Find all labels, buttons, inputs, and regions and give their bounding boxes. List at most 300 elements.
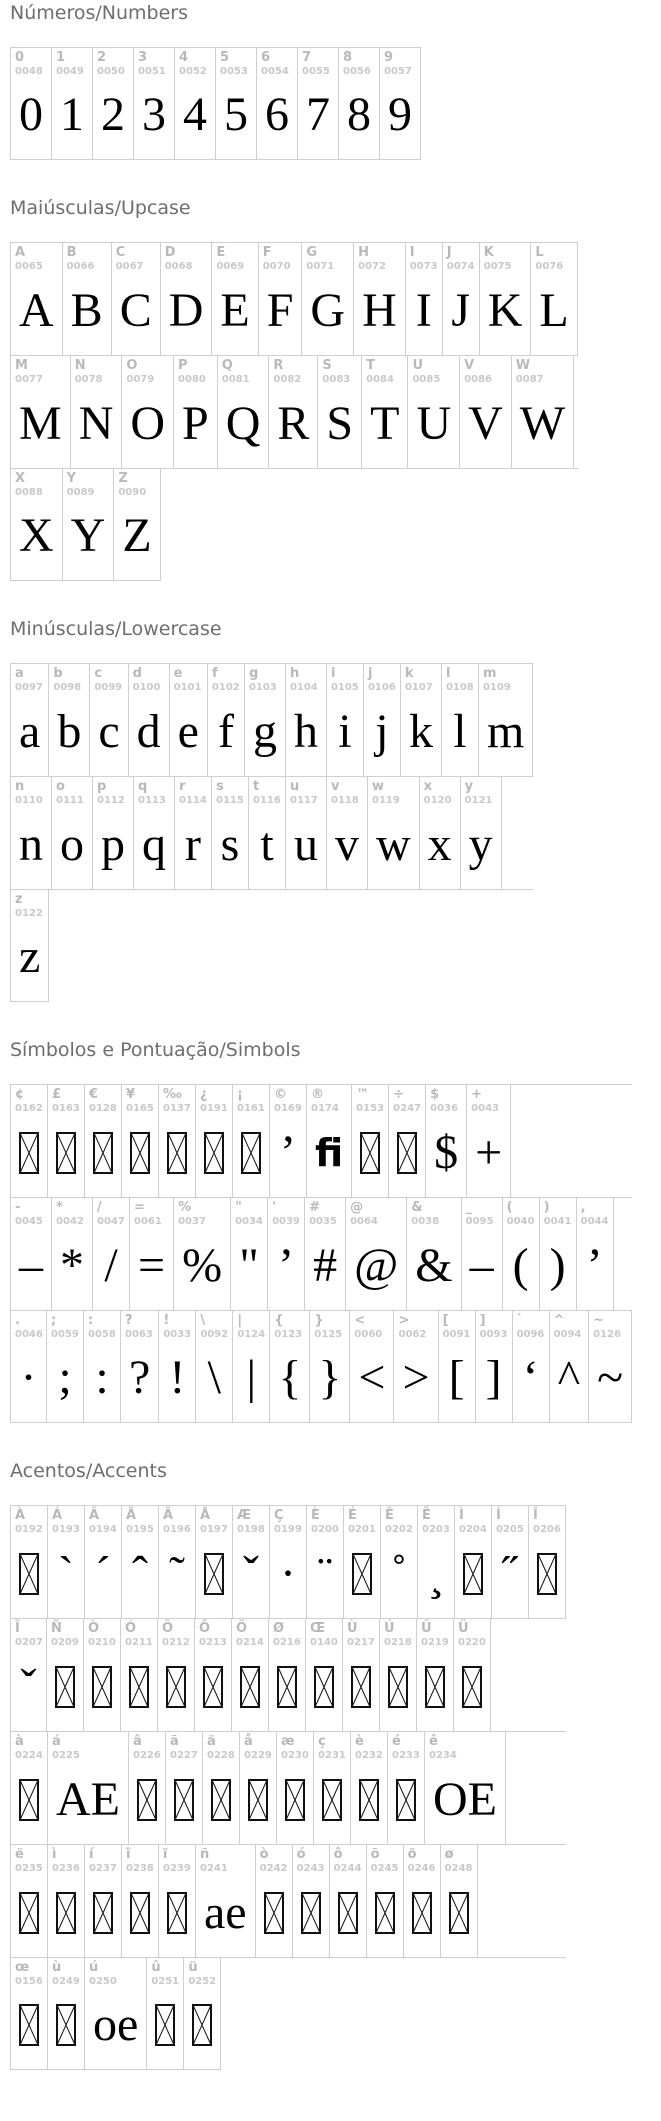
char-cell-header	[344, 1506, 380, 1535]
char-cell-header	[48, 1845, 84, 1874]
char-cell	[401, 664, 442, 776]
section-grid	[10, 663, 533, 1002]
char-code: 0242	[259, 1862, 288, 1874]
section-title: Símbolos e Pontuação/Simbols	[10, 1039, 301, 1061]
char-glyph	[11, 1535, 47, 1618]
char-row	[10, 1731, 566, 1844]
char-cell-header	[350, 1311, 393, 1340]
char-cell	[48, 1958, 85, 2070]
char-cell-header	[203, 1732, 239, 1761]
char-cell	[420, 777, 461, 889]
char-glyph	[380, 1648, 416, 1731]
char-cell	[286, 664, 327, 776]
char-glyph: \	[207, 1351, 221, 1405]
char-glyph: 3	[142, 88, 166, 142]
char-code: 0217	[347, 1636, 375, 1648]
missing-glyph-icon	[277, 1666, 297, 1708]
char-cell	[134, 48, 175, 160]
char-label: ‰	[163, 1087, 182, 1102]
char-glyph: S	[326, 396, 354, 450]
char-cell	[203, 1732, 240, 1844]
char-cell-header	[85, 1845, 121, 1874]
char-glyph	[196, 1114, 232, 1197]
char-cell-header	[425, 1732, 505, 1761]
char-code: 0239	[163, 1862, 191, 1874]
char-code: 0065	[15, 260, 43, 272]
char-glyph: W	[519, 396, 566, 450]
char-cell-header	[270, 1506, 306, 1535]
char-row	[10, 663, 533, 776]
char-code: 0094	[553, 1328, 582, 1340]
char-code: 0118	[331, 794, 359, 806]
char-label: =	[134, 1200, 145, 1215]
char-cell-header	[48, 1085, 84, 1114]
char-label: Y	[66, 471, 77, 486]
char-cell	[350, 1311, 394, 1423]
char-code: 0226	[132, 1749, 161, 1761]
missing-glyph-icon	[130, 1892, 150, 1934]
char-label: Ï	[15, 1621, 20, 1636]
char-glyph: `	[58, 1546, 74, 1600]
char-cell-header	[196, 1845, 255, 1874]
char-code: 0059	[51, 1328, 79, 1340]
char-cell	[380, 48, 421, 160]
char-code: 0038	[411, 1215, 440, 1227]
char-glyph: <	[358, 1351, 386, 1405]
char-glyph	[306, 1648, 342, 1731]
char-cell	[389, 1085, 426, 1197]
char-glyph	[122, 1874, 158, 1957]
char-code: 0060	[354, 1328, 383, 1340]
char-label: 5	[220, 50, 230, 65]
char-cell-header	[540, 1198, 576, 1227]
char-cell	[10, 890, 49, 1002]
char-code: 0068	[164, 260, 193, 272]
char-code: 0137	[163, 1102, 191, 1114]
char-cell	[93, 48, 134, 160]
char-cell-header	[467, 1085, 510, 1114]
char-glyph: }	[318, 1351, 342, 1405]
char-glyph: v	[335, 817, 359, 871]
char-cell	[10, 1958, 48, 2070]
char-code: 0211	[125, 1636, 153, 1648]
missing-glyph-icon	[360, 1132, 380, 1174]
char-glyph: ¸	[428, 1546, 444, 1600]
char-row	[10, 889, 533, 1002]
char-label: á	[52, 1734, 61, 1749]
char-label: T	[366, 358, 375, 373]
char-code: 0153	[356, 1102, 385, 1114]
char-cell-header	[401, 664, 441, 693]
char-cell	[161, 243, 213, 355]
char-code: 0162	[15, 1102, 43, 1114]
char-cell	[129, 1732, 166, 1844]
char-code: 0203	[422, 1523, 450, 1535]
char-glyph	[454, 1648, 490, 1731]
char-code: 0062	[398, 1328, 427, 1340]
char-cell-header	[327, 777, 367, 806]
char-cell	[212, 777, 249, 889]
char-label: ;	[51, 1313, 57, 1328]
char-cell	[85, 1085, 122, 1197]
char-cell	[346, 1198, 407, 1310]
char-cell-header	[406, 243, 442, 272]
char-glyph: ?	[129, 1351, 151, 1405]
char-label: 3	[138, 50, 148, 65]
char-label: `	[516, 1313, 524, 1328]
char-label: ~	[593, 1313, 604, 1328]
char-code: 0233	[391, 1749, 420, 1761]
char-code: 0036	[430, 1102, 459, 1114]
char-cell-header	[122, 1845, 158, 1874]
char-cell-header	[367, 1845, 403, 1874]
char-cell-header	[85, 1958, 146, 1987]
char-label: o	[56, 779, 65, 794]
char-cell-header	[11, 664, 48, 693]
char-glyph: L	[539, 283, 569, 337]
char-cell	[455, 1506, 492, 1618]
char-cell	[269, 1619, 306, 1731]
char-cell-header	[460, 356, 511, 385]
char-glyph	[455, 1535, 491, 1618]
char-cell-header	[302, 243, 353, 272]
char-code: 0037	[178, 1215, 206, 1227]
missing-glyph-icon	[248, 1779, 268, 1821]
char-label: Î	[533, 1508, 538, 1523]
char-cell-header	[354, 243, 405, 272]
char-code: 0201	[348, 1523, 376, 1535]
char-label: &	[411, 1200, 423, 1215]
char-label: ä	[206, 1734, 216, 1749]
char-code: 0236	[52, 1862, 80, 1874]
char-cell-header	[408, 356, 459, 385]
char-cell-header	[129, 664, 169, 693]
char-code: 0104	[289, 681, 318, 693]
char-cell	[380, 1619, 417, 1731]
char-label: ï	[163, 1847, 168, 1862]
missing-glyph-icon	[93, 1132, 113, 1174]
char-glyph: ^	[557, 1351, 581, 1405]
char-glyph: z	[19, 930, 41, 984]
char-cell-header	[11, 1198, 51, 1227]
char-glyph: F	[266, 283, 294, 337]
character-map	[10, 2, 651, 2070]
char-glyph	[11, 1761, 47, 1844]
char-code: 0097	[15, 681, 43, 693]
char-cell	[195, 1619, 232, 1731]
char-cell	[48, 1506, 85, 1618]
char-label: $	[430, 1087, 440, 1102]
char-label: 8	[343, 50, 353, 65]
char-code: 0096	[516, 1328, 545, 1340]
char-cell	[196, 1845, 256, 1957]
char-cell	[351, 1732, 388, 1844]
char-cell-header	[298, 48, 338, 77]
char-cell	[122, 1506, 159, 1618]
char-label: ®	[311, 1087, 324, 1102]
char-cell	[10, 777, 52, 889]
char-cell	[93, 777, 134, 889]
char-label: Œ	[310, 1621, 326, 1636]
char-code: 0049	[56, 65, 84, 77]
char-code: 0043	[471, 1102, 500, 1114]
char-glyph: (	[512, 1238, 529, 1292]
char-label: 2	[97, 50, 107, 65]
char-cell	[256, 1845, 293, 1957]
char-cell-header	[93, 48, 133, 77]
char-label: *	[56, 1200, 63, 1215]
char-cell-header	[184, 1958, 220, 1987]
char-label: v	[331, 779, 340, 794]
missing-glyph-icon	[425, 1666, 445, 1708]
char-cell	[216, 48, 257, 160]
char-cell	[343, 1619, 380, 1731]
char-glyph: –	[469, 1238, 494, 1292]
char-cell-header	[420, 777, 460, 806]
char-cell-header	[195, 1619, 231, 1648]
char-row	[10, 1957, 566, 2070]
char-code: 0121	[464, 794, 493, 806]
char-cell	[130, 1198, 174, 1310]
char-cell	[417, 1619, 454, 1731]
missing-glyph-icon	[192, 2004, 212, 2046]
char-glyph	[404, 1874, 440, 1957]
char-code: 0165	[126, 1102, 154, 1114]
char-glyph: AE	[56, 1772, 120, 1826]
char-cell	[231, 1198, 268, 1310]
char-code: 0103	[248, 681, 277, 693]
char-glyph: U	[416, 396, 452, 450]
char-label: ¿	[200, 1087, 208, 1102]
char-glyph	[441, 1874, 477, 1957]
char-label: M	[15, 358, 28, 373]
char-label: î	[126, 1847, 131, 1862]
missing-glyph-icon	[375, 1892, 395, 1934]
char-cell	[257, 48, 298, 160]
char-label: y	[464, 779, 474, 794]
char-label: S	[322, 358, 332, 373]
char-cell	[10, 48, 52, 160]
char-glyph	[48, 1874, 84, 1957]
char-cell-header	[245, 664, 285, 693]
char-code: 0244	[333, 1862, 362, 1874]
char-glyph: q	[142, 817, 166, 871]
char-label: a	[15, 666, 24, 681]
char-code: 0092	[200, 1328, 229, 1340]
char-cell-header	[52, 777, 92, 806]
char-glyph: 5	[224, 88, 248, 142]
char-label: "	[235, 1200, 242, 1215]
char-cell	[10, 469, 63, 581]
char-cell	[298, 48, 339, 160]
char-label: å	[243, 1734, 253, 1749]
char-cell	[407, 1198, 461, 1310]
char-cell-header	[233, 1085, 269, 1114]
char-label: b	[53, 666, 63, 681]
missing-glyph-icon	[352, 1553, 372, 1595]
char-code: 0169	[274, 1102, 302, 1114]
missing-glyph-icon	[462, 1666, 482, 1708]
char-glyph: V	[468, 396, 503, 450]
char-label: P	[178, 358, 188, 373]
missing-glyph-icon	[19, 2004, 39, 2046]
char-cell-header	[417, 1619, 453, 1648]
char-cell	[368, 777, 420, 889]
char-label: t	[253, 779, 260, 794]
char-code: 0192	[15, 1523, 43, 1535]
char-label: [	[442, 1313, 449, 1328]
char-code: 0228	[206, 1749, 235, 1761]
char-cell-header	[52, 48, 92, 77]
missing-glyph-icon	[240, 1666, 260, 1708]
char-label: V	[464, 358, 475, 373]
char-cell-header	[380, 48, 420, 77]
char-cell-header	[11, 1311, 46, 1340]
char-code: 0057	[384, 65, 412, 77]
char-code: 0058	[88, 1328, 116, 1340]
char-code: 0218	[384, 1636, 412, 1648]
char-glyph	[232, 1648, 268, 1731]
char-glyph: d	[136, 704, 161, 758]
char-code: 0054	[261, 65, 289, 77]
char-code: 0231	[317, 1749, 346, 1761]
char-glyph: ˚	[391, 1546, 407, 1600]
char-cell	[174, 356, 218, 468]
char-cell-header	[166, 1732, 202, 1761]
char-cell-header	[513, 1311, 549, 1340]
char-glyph	[158, 1648, 194, 1731]
char-label: (	[506, 1200, 513, 1215]
missing-glyph-icon	[203, 1666, 223, 1708]
char-cell	[10, 1311, 47, 1423]
char-cell	[48, 1845, 85, 1957]
char-cell	[159, 1845, 196, 1957]
char-cell	[85, 1845, 122, 1957]
missing-glyph-icon	[166, 1666, 186, 1708]
char-cell	[122, 1085, 159, 1197]
char-cell-header	[63, 469, 114, 498]
char-glyph	[196, 1535, 232, 1618]
char-cell	[259, 243, 303, 355]
char-label: 0	[15, 50, 25, 65]
char-label: .	[15, 1313, 20, 1328]
char-label: È	[311, 1508, 320, 1523]
char-code: 0053	[220, 65, 248, 77]
char-code: 0156	[15, 1975, 43, 1987]
char-cell-header	[196, 1311, 232, 1340]
char-cell	[48, 1085, 85, 1197]
section-title: Minúsculas/Lowercase	[10, 618, 222, 640]
char-glyph: :	[95, 1351, 109, 1405]
char-code: 0216	[273, 1636, 301, 1648]
char-label: €	[89, 1087, 99, 1102]
char-label: Ì	[459, 1508, 464, 1523]
char-glyph: +	[475, 1125, 503, 1179]
char-glyph: %	[182, 1238, 223, 1292]
char-cell-header	[362, 356, 407, 385]
char-code: 0249	[52, 1975, 80, 1987]
char-label: N	[74, 358, 86, 373]
char-glyph: k	[408, 704, 433, 758]
char-glyph: e	[177, 704, 199, 758]
char-cell-header	[159, 1845, 195, 1874]
char-label: É	[348, 1508, 357, 1523]
char-cell-header	[394, 1311, 437, 1340]
char-label: )	[543, 1200, 550, 1215]
char-code: 0194	[89, 1523, 117, 1535]
char-label: Ñ	[51, 1621, 62, 1636]
char-cell	[480, 243, 532, 355]
char-glyph: 2	[101, 88, 125, 142]
char-label: û	[151, 1960, 161, 1975]
char-label: 7	[302, 50, 312, 65]
char-code: 0070	[262, 260, 291, 272]
char-label: -	[15, 1200, 21, 1215]
char-label: ó	[296, 1847, 306, 1862]
char-row	[10, 1618, 566, 1731]
char-code: 0202	[385, 1523, 413, 1535]
missing-glyph-icon	[19, 1553, 39, 1595]
char-glyph	[159, 1114, 195, 1197]
char-label: C	[115, 245, 126, 260]
char-cell	[212, 243, 258, 355]
char-code: 0039	[272, 1215, 300, 1227]
char-glyph: {	[278, 1351, 302, 1405]
char-cell-header	[158, 1619, 194, 1648]
char-label: Ü	[458, 1621, 469, 1636]
char-glyph	[122, 1114, 158, 1197]
missing-glyph-icon	[397, 1132, 417, 1174]
char-cell-header	[11, 777, 51, 806]
char-cell-header	[270, 1311, 309, 1340]
char-cell	[460, 356, 512, 468]
char-cell	[52, 1198, 93, 1310]
char-glyph: –	[19, 1238, 43, 1292]
char-cell-header	[159, 1085, 195, 1114]
char-label: 1	[56, 50, 66, 65]
char-cell-header	[307, 1085, 351, 1114]
char-label: Ö	[236, 1621, 248, 1636]
char-cell-header	[134, 777, 174, 806]
char-cell-header	[318, 356, 361, 385]
char-cell	[166, 1732, 203, 1844]
section-title: Maiúsculas/Upcase	[10, 197, 191, 219]
char-code: 0237	[89, 1862, 117, 1874]
char-label: ê	[428, 1734, 438, 1749]
char-label: X	[15, 471, 26, 486]
char-glyph	[121, 1648, 157, 1731]
missing-glyph-icon	[449, 1892, 469, 1934]
char-cell-header	[550, 1311, 589, 1340]
char-cell	[174, 1198, 231, 1310]
char-code: 0100	[132, 681, 161, 693]
missing-glyph-icon	[19, 1132, 39, 1174]
char-label: ö	[407, 1847, 417, 1862]
char-label: õ	[370, 1847, 380, 1862]
char-glyph: H	[362, 283, 397, 337]
char-label: F	[262, 245, 272, 260]
char-code: 0064	[350, 1215, 378, 1227]
char-code: 0052	[179, 65, 207, 77]
missing-glyph-icon	[204, 1132, 224, 1174]
char-cell-header	[381, 1506, 417, 1535]
char-glyph	[11, 1874, 47, 1957]
char-code: 0243	[296, 1862, 325, 1874]
char-cell-header	[175, 48, 215, 77]
char-cell	[122, 1845, 159, 1957]
char-code: 0048	[15, 65, 43, 77]
char-cell-header	[52, 1198, 92, 1227]
